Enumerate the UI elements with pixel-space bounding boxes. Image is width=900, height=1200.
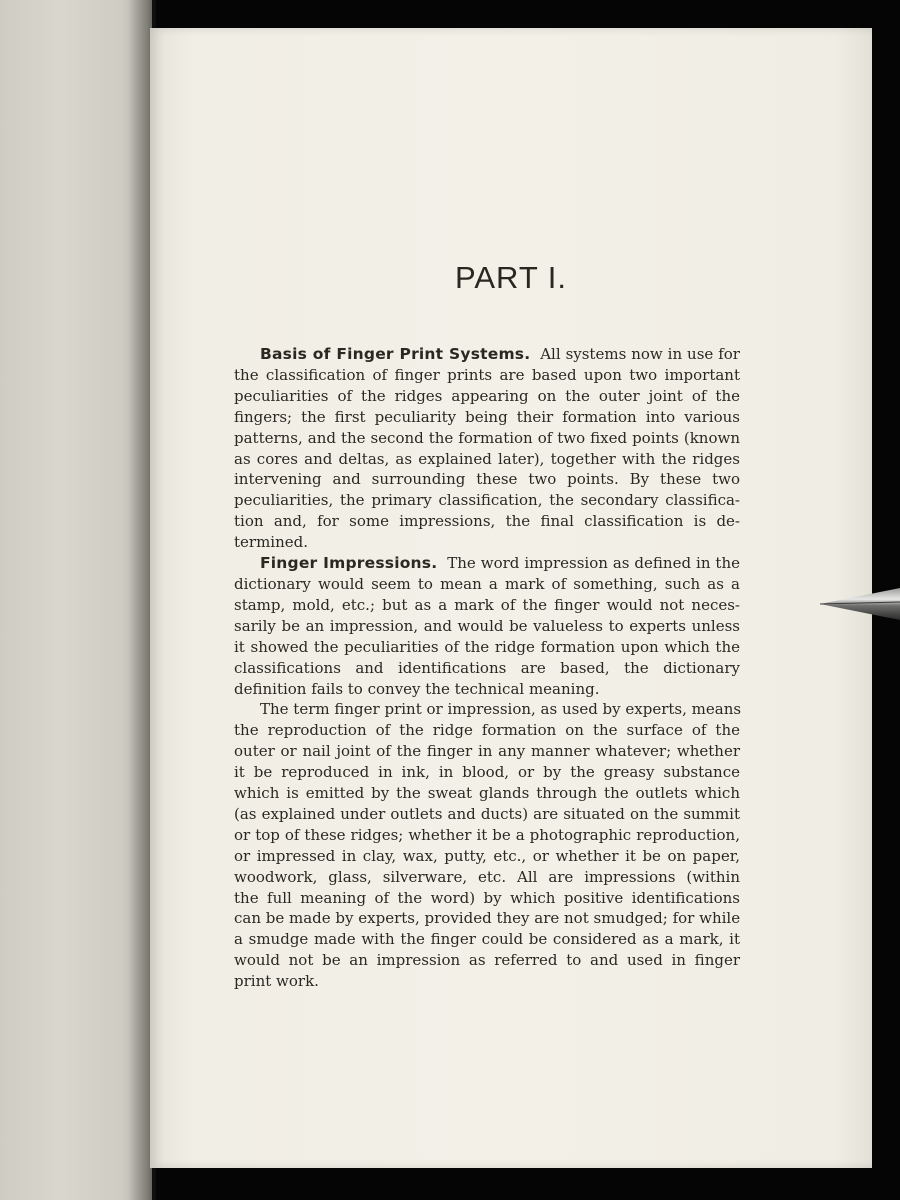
text-line: can be made by experts, provided they are not smudged; for while — [234, 909, 741, 928]
printed-page — [150, 28, 872, 1168]
section-heading: Finger Impressions. — [260, 554, 438, 573]
text-line: the classification of finger prints are based upon two important — [234, 365, 740, 384]
text-line: intervening and surrounding these two points. By these two — [234, 470, 740, 489]
text-line: (as explained under outlets and ducts) are situated on the summit — [234, 804, 740, 823]
text-line: termined. — [234, 533, 309, 552]
text-line: dictionary would seem to mean a mark of something, such as a — [234, 574, 740, 593]
text-line: which is emitted by the sweat glands through the outlets which — [234, 784, 740, 803]
section-heading: Basis of Finger Print Systems. — [260, 345, 531, 363]
text-line: a smudge made with the finger could be considered as a mark, it — [234, 930, 740, 949]
text-line: Basis of Finger Print Systems. All systems now in use for — [260, 345, 740, 363]
text-line: classifications and identifications are based, the dictionary — [234, 658, 740, 677]
text-line: The term finger print or impression, as used by experts, means — [260, 700, 742, 719]
page-title: PART I. — [454, 260, 568, 295]
text-line: tion and, for some impressions, the final classification is de- — [234, 512, 740, 531]
text-line: it showed the peculiarities of the ridge formation upon which the — [234, 637, 740, 656]
text-line: or impressed in clay, wax, putty, etc., or whether it be on paper, — [234, 846, 740, 865]
text-line: Finger Impressions. The word impression as defined in the — [260, 554, 740, 573]
text-line: outer or nail joint of the finger in any manner whatever; whether — [234, 742, 740, 761]
text-line: the full meaning of the word) by which positive identifications — [234, 888, 740, 907]
text-line: fingers; the first peculiarity being their formation into various — [234, 407, 740, 426]
text-line: stamp, mold, etc.; but as a mark of the finger would not neces- — [234, 595, 740, 614]
text-line: sarily be an impression, and would be valueless to experts unless — [234, 616, 740, 635]
text-line: definition fails to convey the technical meaning. — [234, 679, 600, 698]
text-line: as cores and deltas, as explained later), together with the ridges — [234, 449, 740, 468]
pen-tip-icon — [820, 584, 900, 624]
text-line: peculiarities, the primary classification, the secondary classifica- — [234, 491, 740, 510]
text-line: patterns, and the second the formation of two fixed points (known — [234, 428, 740, 447]
text-line: or top of these ridges; whether it be a photographic reproduction, — [234, 825, 740, 844]
page-body — [234, 344, 740, 992]
text-line: print work. — [234, 972, 319, 991]
text-line: it be reproduced in ink, in blood, or by the greasy substance — [234, 763, 740, 782]
text-line: peculiarities of the ridges appearing on the outer joint of the — [234, 386, 740, 405]
text-line: woodwork, glass, silverware, etc. All are impressions (within — [234, 867, 740, 886]
text-line: would not be an impression as referred to and used in finger — [234, 951, 740, 970]
text-line: the reproduction of the ridge formation on the surface of the — [234, 721, 740, 740]
